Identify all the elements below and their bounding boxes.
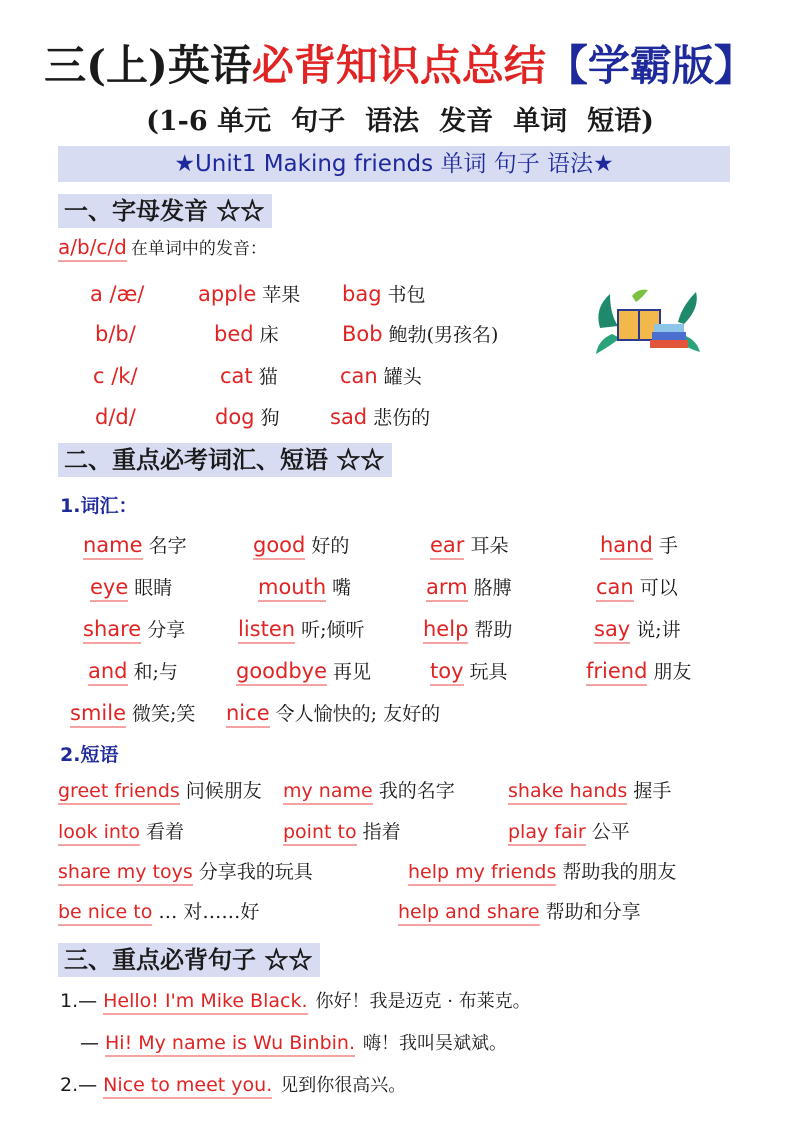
- vocab-item: goodbye 再见: [236, 657, 371, 687]
- sentence-item: 1.— Hello! I'm Mike Black. 你好！我是迈克 · 布莱克。: [60, 986, 531, 1017]
- phonics-letters: a/b/c/d: [58, 235, 127, 262]
- phonics-word: apple 苹果: [198, 282, 301, 306]
- books-illustration: [592, 288, 702, 358]
- vocab-item: and 和;与: [88, 657, 178, 687]
- title-part-1: 三(上)英语: [44, 41, 252, 90]
- vocab-item: ear 耳朵: [430, 531, 508, 561]
- sentence-item: — Hi! My name is Wu Binbin. 嗨！我叫吴斌斌。: [80, 1028, 507, 1059]
- subtitle-item: 短语): [587, 106, 654, 137]
- vocab-item: name 名字: [83, 531, 187, 561]
- section-heading-phonics: 一、字母发音 ☆☆: [58, 194, 272, 228]
- phonics-word: can 罐头: [340, 364, 422, 388]
- page-subtitle: [0, 102, 800, 142]
- phonics-sound: a /æ/: [90, 282, 145, 306]
- phonics-word: Bob 鲍勃(男孩名): [342, 322, 499, 346]
- title-part-3: 【学霸版】: [545, 41, 756, 90]
- phonics-intro: [58, 234, 267, 259]
- vocab-item: arm 胳膊: [426, 573, 512, 603]
- phrase-item: be nice to … 对……好: [58, 898, 259, 927]
- phonics-word: bag 书包: [342, 282, 426, 306]
- phonics-sound: b/b/: [95, 322, 136, 346]
- vocab-item: toy 玩具: [430, 657, 508, 687]
- subtitle-item: 发音: [439, 106, 494, 137]
- vocab-item: can 可以: [596, 573, 678, 603]
- section-heading-vocabulary: 二、重点必考词汇、短语 ☆☆: [58, 443, 392, 477]
- subtitle-item: 句子: [291, 106, 346, 137]
- vocab-item: smile 微笑;笑: [70, 699, 195, 729]
- subtitle-item: 单词: [513, 106, 568, 137]
- phonics-sound: d/d/: [95, 405, 136, 429]
- section-heading-sentences: 三、重点必背句子 ☆☆: [58, 943, 320, 977]
- phonics-intro-text: 在单词中的发音：: [130, 239, 267, 259]
- vocab-subheading: 1.词汇：: [60, 495, 138, 517]
- phonics-word: sad 悲伤的: [330, 405, 431, 429]
- vocab-item: good 好的: [253, 531, 349, 561]
- phrase-item: my name 我的名字: [283, 777, 455, 806]
- phrase-item: play fair 公平: [508, 818, 630, 847]
- phrase-subheading: 2.短语: [60, 744, 119, 766]
- vocab-item: listen 听;倾听: [238, 615, 364, 645]
- unit-banner: ★Unit1 Making friends 单词 句子 语法★: [58, 146, 730, 182]
- phrase-item: point to 指着: [283, 818, 401, 847]
- phonics-word: cat 猫: [220, 364, 278, 388]
- vocab-item: help 帮助: [423, 615, 512, 645]
- vocab-item: eye 眼睛: [90, 573, 172, 603]
- phrase-item: greet friends 问候朋友: [58, 777, 262, 806]
- phonics-word: dog 狗: [215, 405, 280, 429]
- subtitle-item: (1-6 单元: [146, 106, 272, 137]
- phonics-sound: c /k/: [93, 364, 138, 388]
- subtitle-item: 语法: [365, 106, 420, 137]
- title-part-2: 必背知识点总结: [251, 41, 546, 90]
- phrase-item: share my toys 分享我的玩具: [58, 858, 313, 887]
- sentence-item: 2.— Nice to meet you. 见到你很高兴。: [60, 1070, 406, 1101]
- vocab-item: mouth 嘴: [258, 573, 351, 603]
- phrase-item: look into 看着: [58, 818, 184, 847]
- page-title: [0, 36, 800, 96]
- vocab-item: say 说;讲: [594, 615, 681, 645]
- vocab-item: friend 朋友: [586, 657, 691, 687]
- phonics-word: bed 床: [214, 322, 279, 346]
- phrase-item: shake hands 握手: [508, 777, 671, 806]
- vocab-item: hand 手: [600, 531, 678, 561]
- phrase-item: help and share 帮助和分享: [398, 898, 641, 927]
- vocab-item: nice 令人愉快的; 友好的: [226, 699, 440, 729]
- phrase-item: help my friends 帮助我的朋友: [408, 858, 676, 887]
- vocab-item: share 分享: [83, 615, 185, 645]
